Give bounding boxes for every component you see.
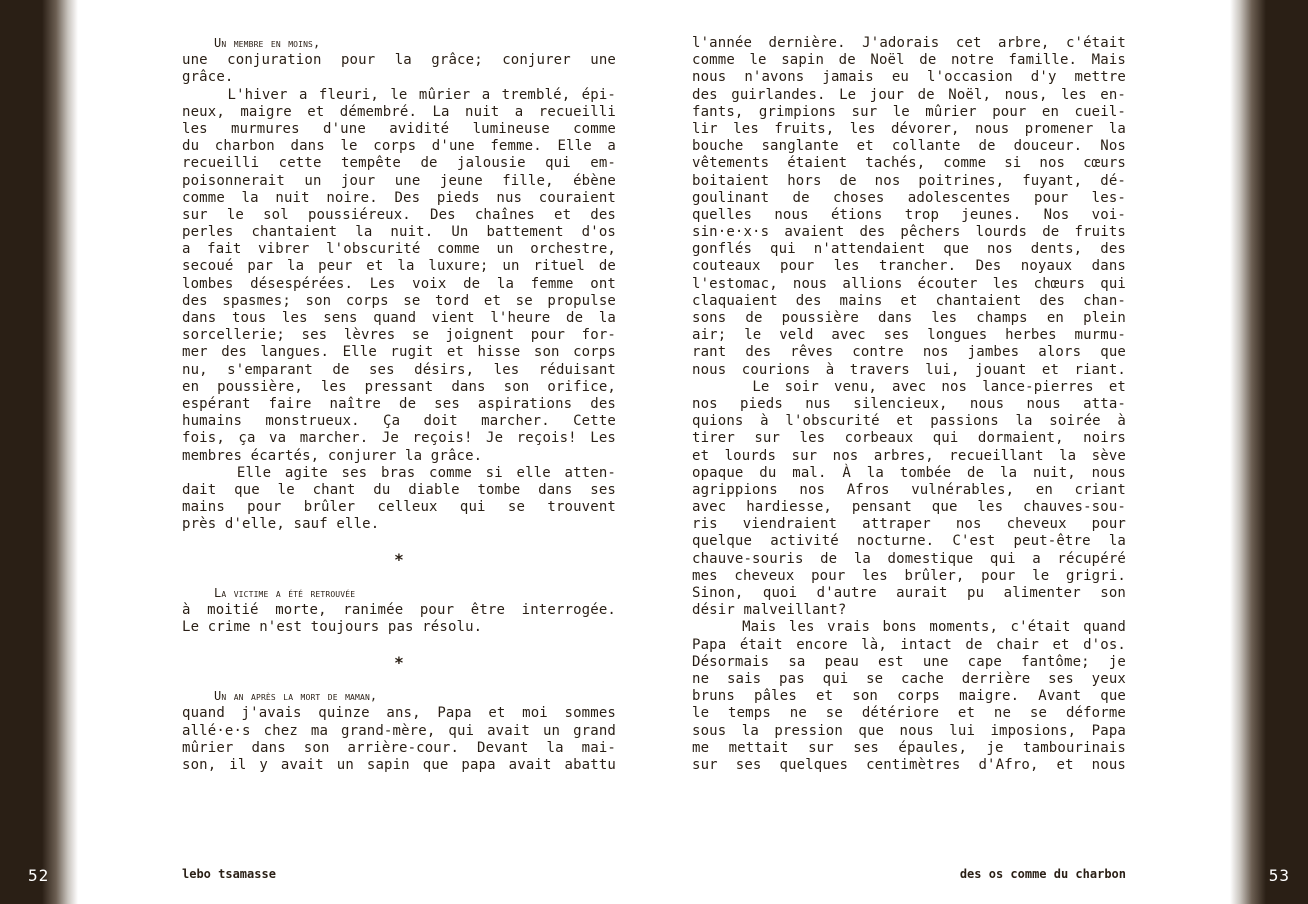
text-line: quand j'avais quinze ans, Papa et moi sommes — [182, 705, 616, 722]
text-line: lir les fruits, les dévorer, nous promener la — [692, 120, 1126, 137]
section-opening-line: Un an après la mort de maman, — [214, 689, 378, 704]
text-line: des guirlandes. Le jour de Noël, nous, les en- — [692, 86, 1126, 103]
text-line: gonflés qui n'attendaient que nos dents, des — [692, 241, 1126, 258]
text-line: désir malveillant? — [692, 602, 847, 619]
left-page-text-column — [182, 35, 616, 774]
right-running-head: des os comme du charbon — [959, 867, 1126, 881]
right-page-number: 53 — [1268, 866, 1290, 885]
text-line: claquaient des mains et chantaient des chan- — [692, 292, 1126, 309]
text-line: comme la nuit noire. Des pieds nus couraient — [182, 189, 616, 206]
text-line: quions à l'obscurité et passions la soirée à — [692, 413, 1126, 430]
text-line: opaque du mal. À la tombée de la nuit, nous — [692, 464, 1126, 481]
text-line: secoué par la peur et la luxure; un rituel de — [182, 258, 616, 275]
text-line: une conjuration pour la grâce; conjurer une — [182, 52, 616, 69]
text-line: poisonnerait un jour une jeune fille, ébène — [182, 172, 616, 189]
text-line: bouche sanglante et collante de douceur. Nos — [692, 138, 1126, 155]
text-line: dans tous les sens quand vient l'heure de la — [182, 310, 616, 326]
text-line: allé·e·s chez ma grand-mère, qui avait un grand — [182, 722, 616, 739]
text-line: les murmures d'une avidité lumineuse comme — [182, 120, 616, 137]
text-line: vêtements étaient tachés, comme si nos cœurs — [692, 155, 1126, 172]
text-line: nos pieds nus silencieux, nous nous atta- — [692, 395, 1126, 412]
text-line: en poussière, les pressant dans son orifice, — [182, 378, 616, 395]
text-line: a fait vibrer l'obscurité comme un orchestre, — [182, 241, 616, 258]
left-page-dark-edge — [0, 0, 78, 904]
text-line — [182, 671, 616, 688]
text-line: rant des rêves contre nos jambes alors que — [692, 344, 1126, 361]
text-line: chauve-souris de la domestique qui a récupéré — [692, 550, 1126, 567]
text-line: agrippions nos Afros vulnérables, en criant — [692, 481, 1126, 498]
text-line — [182, 533, 616, 550]
text-line: près d'elle, sauf elle. — [182, 516, 380, 533]
text-line: fants, grimpions sur le mûrier pour en cueil- — [692, 103, 1126, 120]
text-line — [182, 637, 616, 654]
text-line — [182, 568, 616, 585]
text-line: et lourds sur nos arbres, recueillant la sève — [692, 447, 1126, 464]
text-line: dait que le chant du diable tombe dans ses — [182, 481, 616, 498]
text-line: le temps ne se détériore et ne se déforme — [692, 705, 1126, 722]
text-line: espérant faire naître de ses aspirations des — [182, 395, 616, 412]
text-line: lombes désespérées. Les voix de la femme ont — [182, 275, 616, 292]
text-line: L'hiver a fleuri, le mûrier a tremblé, épi- — [182, 86, 616, 103]
text-line: recueilli cette tempête de jalousie qui em- — [182, 155, 616, 172]
text-line: boitaient hors de nos poitrines, fuyant, dé- — [692, 172, 1126, 189]
text-line: l'année dernière. J'adorais cet arbre, c'était — [692, 35, 1126, 51]
text-line: ris viendraient attraper nos cheveux pour — [692, 516, 1126, 533]
text-line: air; le veld avec ses longues herbes murmu- — [692, 327, 1126, 344]
text-line: nous courions à travers lui, jouant et riant. — [692, 361, 1126, 378]
text-line: son, il y avait un sapin que papa avait abattu — [182, 756, 616, 773]
text-line: sous la pression que nous lui imposions, Papa — [692, 722, 1126, 739]
text-line: perles chantaient la nuit. Un battement d'os — [182, 224, 616, 241]
text-line: Le crime n'est toujours pas résolu. — [182, 619, 483, 636]
text-line: mains pour brûler celleux qui se trouvent — [182, 499, 616, 516]
section-separator: * — [394, 652, 404, 672]
section-opening-line: Un membre en moins, — [214, 36, 321, 50]
text-line: Sinon, quoi d'autre aurait pu alimenter son — [692, 585, 1126, 601]
text-line: mes cheveux pour les brûler, pour le grigri. — [692, 567, 1126, 584]
text-line: nu, s'emparant de ses désirs, les réduisant — [182, 361, 616, 378]
text-line: comme le sapin de Noël de notre famille. Mais — [692, 52, 1126, 69]
text-line: sur le sol poussiéreux. Des chaînes et des — [182, 206, 616, 223]
left-running-head: lebo tsamasse — [182, 867, 276, 881]
text-line: sin·e·x·s avaient des pêchers lourds de fruits — [692, 224, 1126, 241]
text-line: me mettait sur ses épaules, je tambourinais — [692, 739, 1126, 756]
text-line: quelles nous étions trop jeunes. Nos voi- — [692, 206, 1126, 223]
text-line: l'estomac, nous allions écouter les chœurs qui — [692, 275, 1126, 292]
text-line: bruns pâles et son corps maigre. Avant que — [692, 688, 1126, 705]
text-line: sons de poussière dans les champs en plein — [692, 310, 1126, 326]
right-page-dark-edge — [1230, 0, 1308, 904]
text-line: tirer sur les corbeaux qui dormaient, noirs — [692, 430, 1126, 447]
text-line: fois, ça va marcher. Je reçois! Je reçois! Les — [182, 430, 616, 447]
text-line: Le soir venu, avec nos lance-pierres et — [692, 378, 1126, 395]
text-line: mer des langues. Elle rugit et hisse son corps — [182, 344, 616, 361]
text-line: nous n'avons jamais eu l'occasion d'y mettre — [692, 69, 1126, 86]
text-line: goulinant de choses adolescentes pour les- — [692, 189, 1126, 206]
text-line: Mais les vrais bons moments, c'était quand — [692, 619, 1126, 636]
section-opening-line: La victime a été retrouvée — [214, 586, 356, 600]
section-separator: * — [394, 549, 404, 569]
text-line: neux, maigre et démembré. La nuit a recueilli — [182, 103, 616, 120]
text-line: ne sais pas qui se cache derrière ses yeux — [692, 670, 1126, 687]
text-line: membres écartés, conjurer la grâce. — [182, 447, 483, 464]
text-line: sur ses quelques centimètres d'Afro, et nous — [692, 756, 1126, 773]
text-line: avec hardiesse, pensant que les chauves-sou- — [692, 499, 1126, 516]
text-line: grâce. — [182, 69, 234, 86]
text-line: humains monstrueux. Ça doit marcher. Cette — [182, 413, 616, 430]
left-page-number: 52 — [28, 866, 50, 885]
text-line: du charbon dans le corps d'une femme. Elle a — [182, 138, 616, 155]
right-page-text-column — [692, 35, 1126, 774]
text-line: des spasmes; son corps se tord et se propulse — [182, 292, 616, 309]
text-line: mûrier dans son arrière-cour. Devant la mai- — [182, 739, 616, 756]
text-line: quelque activité nocturne. C'est peut-être la — [692, 533, 1126, 550]
text-line: sorcellerie; ses lèvres se joignent pour for- — [182, 327, 616, 344]
text-line: couteaux pour les trancher. Des noyaux dans — [692, 258, 1126, 275]
text-line: à moitié morte, ranimée pour être interrogée. — [182, 602, 616, 619]
text-line: Désormais sa peau est une cape fantôme; je — [692, 653, 1126, 670]
text-line: Elle agite ses bras comme si elle atten- — [182, 464, 616, 481]
text-line: Papa était encore là, intact de chair et d'os. — [692, 636, 1126, 653]
